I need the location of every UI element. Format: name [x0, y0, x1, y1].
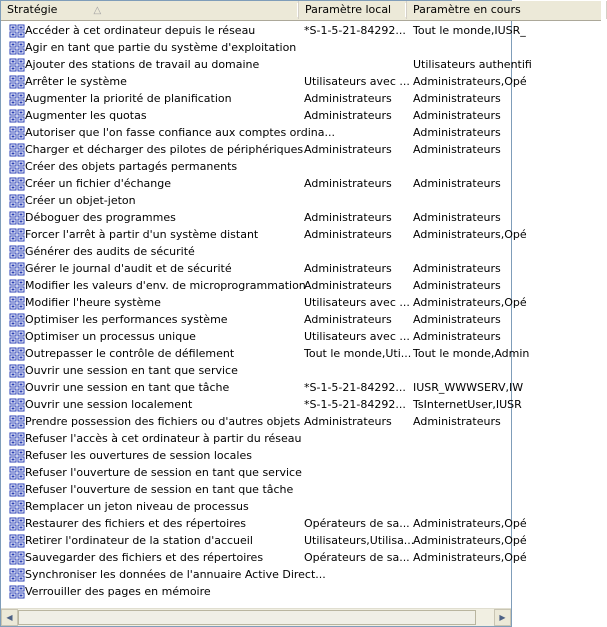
policy-name: Restaurer des fichiers et des répertoires — [25, 517, 246, 530]
effective-setting-cell — [413, 447, 523, 464]
local-setting-cell — [304, 430, 402, 447]
policy-name: Créer un fichier d'échange — [25, 177, 172, 190]
policy-name: Charger et décharger des pilotes de périphériques — [25, 143, 304, 156]
effective-setting-cell: Administrateurs — [413, 211, 501, 224]
table-row[interactable] — [1, 73, 601, 90]
policy-name: Prendre possession des fichiers ou d'autres objets — [25, 415, 301, 428]
policy-icon — [9, 431, 25, 446]
effective-setting-cell: IUSR_WWWSERV,IW — [413, 381, 524, 394]
scroll-right-button[interactable] — [494, 609, 511, 626]
column-header-bar — [1, 1, 601, 21]
policy-cell — [5, 90, 297, 107]
policy-icon — [9, 295, 25, 310]
policy-icon — [9, 329, 25, 344]
local-setting-cell — [304, 566, 402, 583]
policy-name: Arrêter le système — [25, 75, 127, 88]
policy-cell — [5, 56, 297, 73]
local-setting-cell: *S-1-5-21-84292... — [304, 381, 406, 394]
local-setting-cell: *S-1-5-21-84292... — [304, 24, 406, 37]
policy-icon — [9, 448, 25, 463]
policy-name: Déboguer des programmes — [25, 211, 176, 224]
policy-name: Accéder à cet ordinateur depuis le réseau — [25, 24, 256, 37]
policy-name: Modifier l'heure système — [25, 296, 161, 309]
table-row[interactable] — [1, 141, 601, 158]
table-row[interactable] — [1, 498, 601, 515]
local-setting-cell: Administrateurs — [304, 228, 392, 241]
policy-cell — [5, 141, 304, 158]
policy-cell — [5, 379, 297, 396]
policy-cell — [5, 583, 297, 600]
table-row[interactable] — [1, 583, 601, 600]
effective-setting-cell — [413, 464, 523, 481]
policy-cell — [5, 498, 297, 515]
policy-icon — [9, 74, 25, 89]
policy-cell — [5, 345, 297, 362]
policy-icon — [9, 108, 25, 123]
policy-cell — [5, 362, 297, 379]
table-row[interactable] — [1, 39, 601, 56]
effective-setting-cell: Administrateurs,Opé — [413, 228, 527, 241]
policy-icon — [9, 465, 25, 480]
effective-setting-cell — [413, 192, 523, 209]
policy-name: Refuser les ouvertures de session locales — [25, 449, 252, 462]
policy-icon — [9, 261, 25, 276]
local-setting-cell — [304, 481, 402, 498]
policy-cell — [5, 73, 297, 90]
effective-setting-cell: Administrateurs — [413, 92, 501, 105]
policy-icon — [9, 23, 25, 38]
policy-name: Refuser l'accès à cet ordinateur à partir du réseau — [25, 432, 302, 445]
table-row[interactable] — [1, 413, 601, 430]
effective-setting-cell: Tout le monde,Admin — [413, 347, 530, 360]
policy-name: Outrepasser le contrôle de défilement — [25, 347, 235, 360]
table-row[interactable] — [1, 243, 601, 260]
effective-setting-cell: Administrateurs — [413, 415, 501, 428]
column-header-local-label: Paramètre local — [305, 3, 392, 16]
effective-setting-cell: Administrateurs,Opé — [413, 517, 527, 530]
effective-setting-cell — [413, 566, 523, 583]
policy-cell — [5, 413, 301, 430]
local-setting-cell: Administrateurs — [304, 177, 392, 190]
table-row[interactable] — [1, 22, 601, 39]
policy-icon — [9, 397, 25, 412]
policy-cell — [5, 447, 297, 464]
effective-setting-cell: Administrateurs — [413, 330, 501, 343]
arrow-right-icon: ▶ — [499, 613, 506, 622]
effective-setting-cell: Administrateurs — [413, 313, 501, 326]
policy-cell — [5, 396, 297, 413]
arrow-left-icon: ◀ — [6, 613, 13, 622]
table-row[interactable] — [1, 515, 601, 532]
policy-cell — [5, 294, 297, 311]
policy-cell — [5, 22, 297, 39]
effective-setting-cell — [413, 362, 523, 379]
policy-name: Créer un objet-jeton — [25, 194, 136, 207]
table-row[interactable] — [1, 379, 601, 396]
scroll-left-button[interactable] — [1, 609, 18, 626]
effective-setting-cell — [413, 583, 523, 600]
policy-icon — [9, 312, 25, 327]
sort-ascending-icon: △ — [93, 5, 102, 16]
local-setting-cell — [304, 56, 402, 73]
effective-setting-cell — [413, 39, 523, 56]
effective-setting-cell: Administrateurs,Opé — [413, 75, 527, 88]
local-setting-cell: Administrateurs — [304, 313, 392, 326]
effective-setting-cell: Administrateurs — [413, 143, 501, 156]
policy-icon — [9, 142, 25, 157]
policy-name: Forcer l'arrêt à partir d'un système distant — [25, 228, 259, 241]
table-row[interactable] — [1, 396, 601, 413]
policy-icon — [9, 193, 25, 208]
local-setting-cell — [304, 192, 402, 209]
local-setting-cell: Utilisateurs,Utilisa... — [304, 534, 415, 547]
policy-cell — [5, 226, 297, 243]
policy-cell — [5, 209, 297, 226]
policy-cell — [5, 260, 297, 277]
table-row[interactable] — [1, 362, 601, 379]
policy-name: Sauvegarder des fichiers et des répertoires — [25, 551, 264, 564]
policy-name: Ouvrir une session en tant que service — [25, 364, 238, 377]
local-setting-cell: Administrateurs — [304, 415, 392, 428]
policy-cell — [5, 430, 302, 447]
table-row[interactable] — [1, 532, 601, 549]
table-row[interactable] — [1, 90, 601, 107]
policy-name: Générer des audits de sécurité — [25, 245, 195, 258]
local-setting-cell — [304, 447, 402, 464]
policy-cell — [5, 124, 335, 141]
policy-icon — [9, 210, 25, 225]
local-setting-cell: Administrateurs — [304, 143, 392, 156]
policy-name: Ouvrir une session localement — [25, 398, 193, 411]
table-row[interactable] — [1, 124, 601, 141]
table-row[interactable] — [1, 226, 601, 243]
policy-cell — [5, 158, 297, 175]
policy-icon — [9, 516, 25, 531]
local-setting-cell: Utilisateurs avec ... — [304, 75, 410, 88]
policy-name: Retirer l'ordinateur de la station d'accueil — [25, 534, 253, 547]
local-setting-cell — [304, 464, 402, 481]
policy-icon — [9, 91, 25, 106]
policy-icon — [9, 499, 25, 514]
policy-cell — [5, 175, 297, 192]
policy-cell — [5, 532, 297, 549]
effective-setting-cell: Administrateurs — [413, 109, 501, 122]
table-row[interactable] — [1, 294, 601, 311]
column-header-policy-label: Stratégie — [7, 3, 58, 16]
effective-setting-cell: Administrateurs,Opé — [413, 551, 527, 564]
column-header-policy[interactable] — [1, 1, 299, 19]
policy-name: Verrouiller des pages en mémoire — [25, 585, 211, 598]
policy-name: Synchroniser les données de l'annuaire Active Direct... — [25, 568, 326, 581]
table-row[interactable] — [1, 209, 601, 226]
table-row[interactable] — [1, 328, 601, 345]
policy-icon — [9, 159, 25, 174]
policy-name: Modifier les valeurs d'env. de microprogrammation — [25, 279, 306, 292]
policy-cell — [5, 328, 297, 345]
local-setting-cell — [304, 583, 402, 600]
table-row[interactable] — [1, 175, 601, 192]
policy-name: Refuser l'ouverture de session en tant que service — [25, 466, 302, 479]
effective-setting-cell: Administrateurs — [413, 126, 501, 139]
policy-cell — [5, 515, 297, 532]
policy-icon — [9, 584, 25, 599]
local-setting-cell: Opérateurs de sa... — [304, 551, 410, 564]
policy-icon — [9, 482, 25, 497]
local-setting-cell: Administrateurs — [304, 211, 392, 224]
effective-setting-cell: Administrateurs — [413, 279, 501, 292]
policy-icon — [9, 363, 25, 378]
table-row[interactable] — [1, 260, 601, 277]
column-header-effective-setting[interactable] — [407, 1, 607, 19]
local-setting-cell: Administrateurs — [304, 262, 392, 275]
table-row[interactable] — [1, 430, 601, 447]
local-setting-cell — [304, 124, 402, 141]
policy-rows — [1, 22, 532, 608]
local-setting-cell — [304, 39, 402, 56]
local-setting-cell — [304, 243, 402, 260]
policy-name: Augmenter la priorité de planification — [25, 92, 232, 105]
policy-name: Agir en tant que partie du système d'exploitation — [25, 41, 297, 54]
table-row[interactable] — [1, 481, 601, 498]
effective-setting-cell — [413, 243, 523, 260]
policy-cell — [5, 192, 297, 209]
policy-icon — [9, 244, 25, 259]
scrollbar-thumb[interactable] — [18, 610, 476, 625]
horizontal-scrollbar[interactable] — [1, 608, 511, 626]
table-row[interactable] — [1, 464, 601, 481]
effective-setting-cell — [413, 498, 523, 515]
policy-icon — [9, 125, 25, 140]
effective-setting-cell: Administrateurs,Opé — [413, 534, 527, 547]
column-header-effective-label: Paramètre en cours — [413, 3, 521, 16]
policy-cell — [5, 549, 297, 566]
policy-name: Refuser l'ouverture de session en tant que tâche — [25, 483, 294, 496]
policy-cell — [5, 277, 306, 294]
table-row[interactable] — [1, 107, 601, 124]
policy-icon — [9, 278, 25, 293]
effective-setting-cell — [413, 158, 523, 175]
effective-setting-cell — [413, 430, 523, 447]
effective-setting-cell: Administrateurs,Opé — [413, 296, 527, 309]
policy-name: Remplacer un jeton niveau de processus — [25, 500, 249, 513]
policy-cell — [5, 566, 326, 583]
effective-setting-cell — [413, 481, 523, 498]
effective-setting-cell: Administrateurs — [413, 177, 501, 190]
policy-cell — [5, 481, 297, 498]
table-row[interactable] — [1, 192, 601, 209]
column-header-local-setting[interactable] — [299, 1, 407, 19]
local-setting-cell — [304, 158, 402, 175]
local-setting-cell: Opérateurs de sa... — [304, 517, 410, 530]
effective-setting-cell: Administrateurs — [413, 262, 501, 275]
policy-icon — [9, 227, 25, 242]
policy-name: Gérer le journal d'audit et de sécurité — [25, 262, 232, 275]
local-setting-cell: *S-1-5-21-84292... — [304, 398, 406, 411]
table-row[interactable] — [1, 277, 601, 294]
table-row[interactable] — [1, 56, 601, 73]
policy-name: Optimiser un processus unique — [25, 330, 196, 343]
policy-name: Optimiser les performances système — [25, 313, 228, 326]
policy-icon — [9, 176, 25, 191]
local-setting-cell: Utilisateurs avec ... — [304, 330, 410, 343]
policy-name: Ajouter des stations de travail au domaine — [25, 58, 260, 71]
table-row[interactable] — [1, 566, 601, 583]
local-setting-cell: Administrateurs — [304, 92, 392, 105]
table-row[interactable] — [1, 311, 601, 328]
policy-cell — [5, 39, 297, 56]
effective-setting-cell: TsInternetUser,IUSR — [413, 398, 522, 411]
policy-cell — [5, 464, 302, 481]
policy-icon — [9, 380, 25, 395]
policy-name: Autoriser que l'on fasse confiance aux comptes ordina... — [25, 126, 335, 139]
table-row[interactable] — [1, 345, 601, 362]
policy-name: Ouvrir une session en tant que tâche — [25, 381, 230, 394]
table-row[interactable] — [1, 447, 601, 464]
local-setting-cell: Administrateurs — [304, 279, 392, 292]
policy-icon — [9, 414, 25, 429]
table-row[interactable] — [1, 158, 601, 175]
effective-setting-cell: Tout le monde,IUSR_ — [413, 24, 526, 37]
policy-icon — [9, 57, 25, 72]
local-setting-cell: Utilisateurs avec ... — [304, 296, 410, 309]
policy-cell — [5, 107, 297, 124]
table-row[interactable] — [1, 549, 601, 566]
policy-name: Augmenter les quotas — [25, 109, 147, 122]
local-setting-cell: Administrateurs — [304, 109, 392, 122]
local-setting-cell — [304, 362, 402, 379]
policy-name: Créer des objets partagés permanents — [25, 160, 238, 173]
policy-icon — [9, 40, 25, 55]
policy-icon — [9, 550, 25, 565]
local-setting-cell — [304, 498, 402, 515]
policy-icon — [9, 346, 25, 361]
policy-cell — [5, 243, 297, 260]
policy-cell — [5, 311, 297, 328]
local-setting-cell: Tout le monde,Uti... — [304, 347, 412, 360]
policy-icon — [9, 567, 25, 582]
policy-icon — [9, 533, 25, 548]
effective-setting-cell: Utilisateurs authentifi — [413, 58, 532, 71]
